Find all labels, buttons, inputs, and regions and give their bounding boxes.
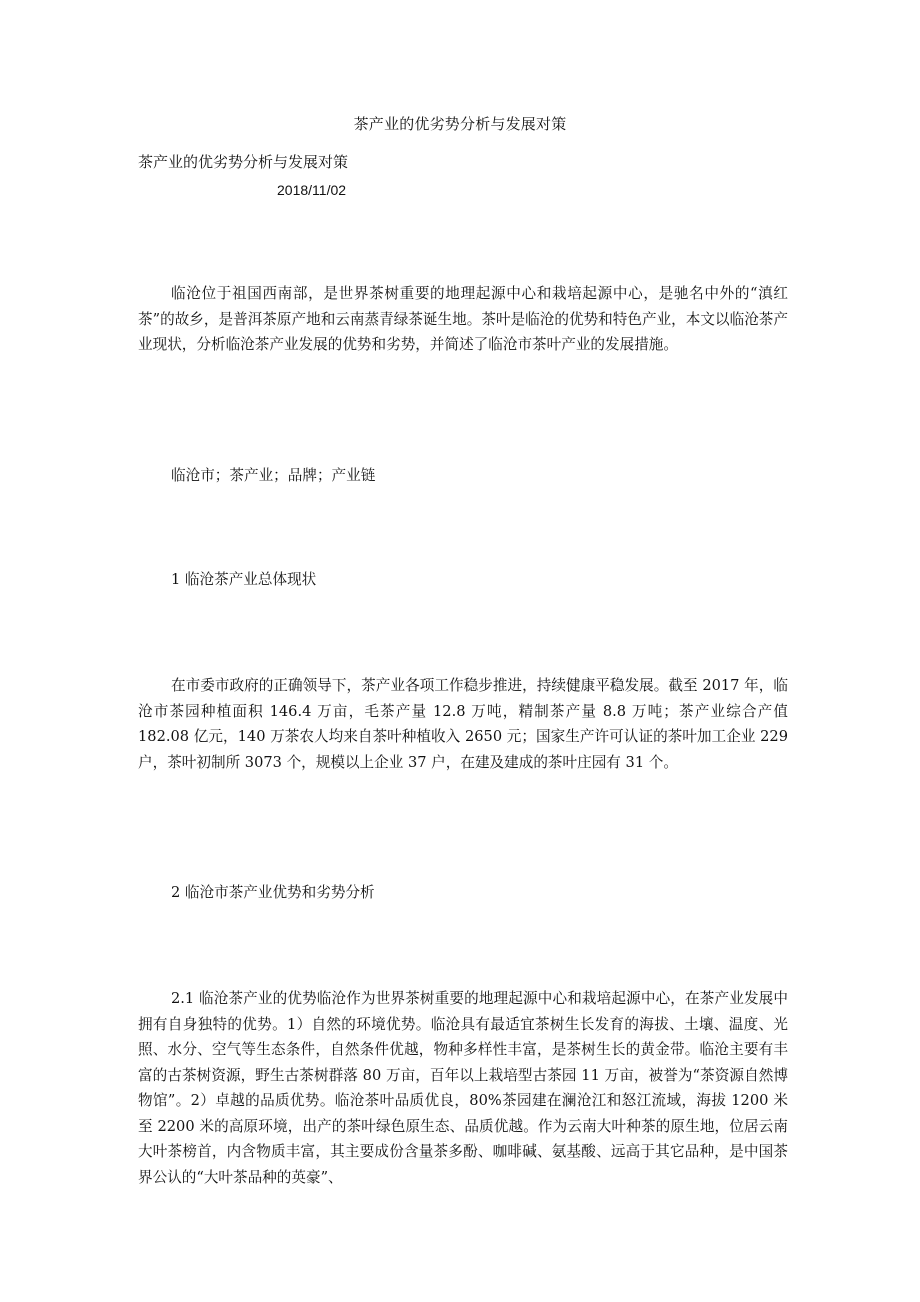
section-2-paragraph: 2.1 临沧茶产业的优势临沧作为世界茶树重要的地理起源中心和栽培起源中心，在茶产业发展中拥有自身独特的优势。1）自然的环境优势。临沧具有最适宜茶树生长发育的海拔、土壤、温度、光照、水分、空气等生态条件，自然条件优越，物种多样性丰富，是茶树生长的黄金带。临沧主要有丰富的古茶树资源，野生古茶树群落 80 万亩，百年以上栽培型古茶园 11 万亩，被誉为“茶资源自然博物馆”。2）卓越的品质优势。临沧茶叶品质优良，80%茶园建在澜沧江和怒江流域，海拔 1200 米至 2200 米的高原环境，出产的茶叶绿色原生态、品质优越。作为云南大叶种茶的原生地，位居云南大叶茶榜首，内含物质丰富，其主要成份含量茶多酚、咖啡碱、氨基酸、远高于其它品种，是中国茶界公认的“大叶茶品种的英豪”、 [138,990,788,1186]
section-1-paragraph: 在市委市政府的正确领导下，茶产业各项工作稳步推进，持续健康平稳发展。截至 2017 年，临沧市茶园种植面积 146.4 万亩，毛茶产量 12.8 万吨，精制茶产量 8.8 万吨；茶产业综合产值 182.08 亿元，140 万茶农人均来自茶叶种植收入 2650 元；国家生产许可认证的茶叶加工企业 229 户，茶叶初制所 3073 个，规模以上企业 37 户，在建及建成的茶叶庄园有 31 个。 [138,677,788,771]
section-1-heading: 1 临沧茶产业总体现状 [171,571,317,588]
keywords-line: 临沧市；茶产业；品牌；产业链 [171,467,376,484]
document-title: 茶产业的优劣势分析与发展对策 [353,115,567,133]
publish-date: 2018/11/02 [277,182,347,198]
article-title: 茶产业的优劣势分析与发展对策 [138,153,349,171]
abstract-paragraph: 临沧位于祖国西南部，是世界茶树重要的地理起源中心和栽培起源中心，是驰名中外的“滇红茶”的故乡，是普洱茶原产地和云南蒸青绿茶诞生地。茶叶是临沧的优势和特色产业，本文以临沧茶产业现状，分析临沧茶产业发展的优势和劣势，并简述了临沧市茶叶产业的发展措施。 [138,285,788,353]
section-2-heading: 2 临沧市茶产业优势和劣势分析 [171,884,375,901]
